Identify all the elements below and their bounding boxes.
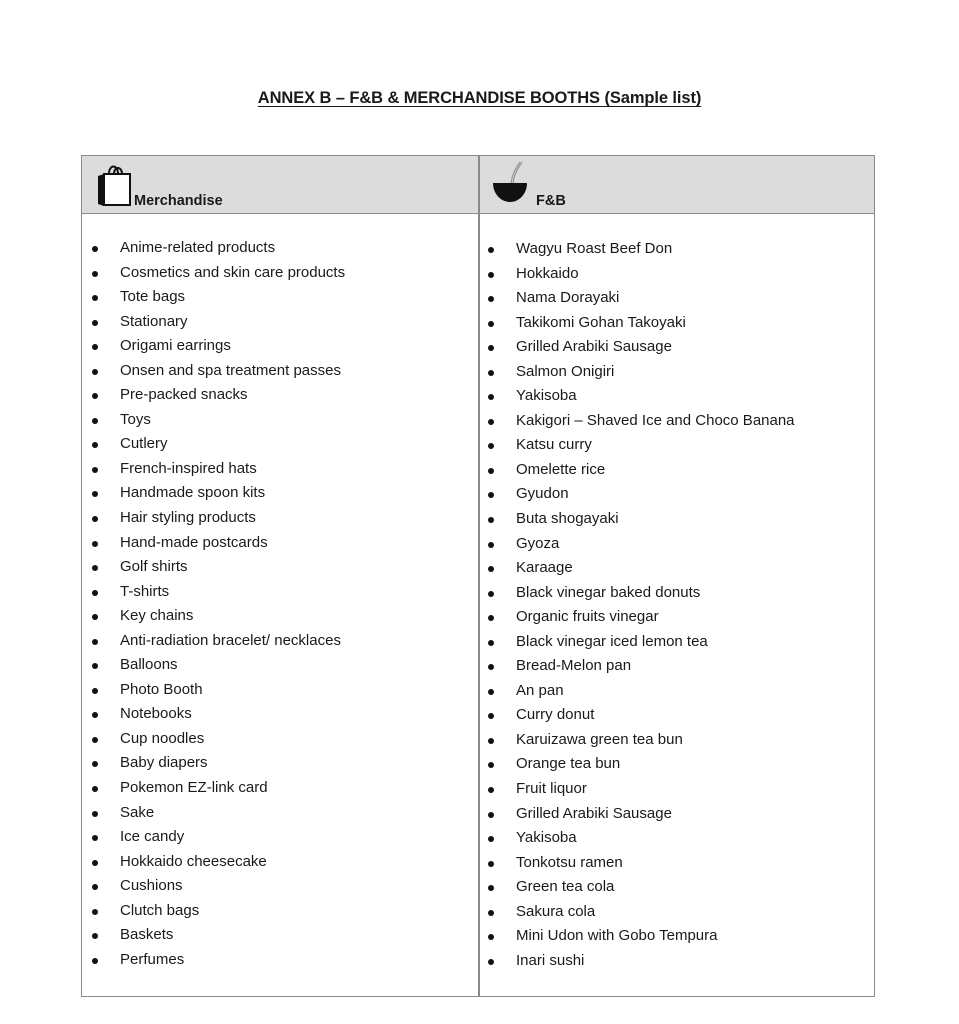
- list-item-text: Organic fruits vinegar: [516, 608, 659, 626]
- list-item: [90, 481, 345, 506]
- list-item: [90, 948, 345, 973]
- bullet-icon: [488, 640, 494, 646]
- bullet-icon: [92, 835, 98, 841]
- list-item-text: Balloons: [120, 656, 178, 674]
- bullet-icon: [488, 959, 494, 965]
- merchandise-header: [82, 156, 478, 214]
- list-item-text: Hand-made postcards: [120, 533, 268, 551]
- list-item: [90, 825, 345, 850]
- list-item: [486, 826, 795, 851]
- list-item: [486, 679, 795, 704]
- list-item-text: Cushions: [120, 877, 183, 895]
- list-item-text: Inari sushi: [516, 951, 585, 969]
- list-item: [486, 728, 795, 753]
- list-item: [486, 286, 795, 311]
- bullet-icon: [92, 786, 98, 792]
- list-item-text: An pan: [516, 681, 564, 699]
- list-item-text: Wagyu Roast Beef Don: [516, 240, 673, 257]
- list-item: [90, 383, 345, 408]
- list-item: [90, 236, 345, 261]
- list-item-text: Cutlery: [120, 435, 168, 453]
- list-item: [486, 433, 795, 458]
- page-title: ANNEX B – F&B & MERCHANDISE BOOTHS (Sample list): [257, 89, 702, 107]
- fnb-header-label: F&B: [536, 193, 566, 209]
- booths-table: [81, 155, 875, 997]
- list-item: [486, 630, 795, 655]
- bullet-icon: [92, 565, 98, 571]
- list-item: [486, 335, 795, 360]
- list-item-text: Golf shirts: [120, 558, 188, 576]
- list-item-text: Onsen and spa treatment passes: [120, 361, 341, 379]
- list-item: [486, 654, 795, 679]
- list-item: [486, 752, 795, 777]
- list-item: [90, 678, 345, 703]
- list-item-text: Mini Udon with Gobo Tempura: [516, 927, 718, 945]
- bullet-icon: [92, 663, 98, 669]
- list-item-text: French-inspired hats: [120, 459, 257, 477]
- list-item-text: Gyudon: [516, 485, 569, 503]
- bullet-icon: [92, 418, 98, 424]
- list-item: [90, 310, 345, 335]
- list-item-text: Pre-packed snacks: [120, 386, 248, 404]
- list-item: [486, 384, 795, 409]
- list-item-text: Tote bags: [120, 288, 186, 306]
- list-item: [90, 359, 345, 384]
- bullet-icon: [92, 369, 98, 375]
- bullet-icon: [92, 958, 98, 964]
- bullet-icon: [488, 468, 494, 474]
- list-item-text: Clutch bags: [120, 901, 200, 919]
- list-item: [90, 653, 345, 678]
- list-item-text: Karaage: [516, 559, 573, 577]
- list-item: [90, 506, 345, 531]
- bullet-icon: [92, 688, 98, 694]
- bullet-icon: [92, 639, 98, 645]
- list-item-text: Omelette rice: [516, 460, 606, 478]
- list-item: [90, 702, 345, 727]
- list-item-text: Hokkaido: [516, 264, 579, 282]
- bullet-icon: [92, 246, 98, 252]
- list-item: [486, 458, 795, 483]
- bullet-icon: [92, 614, 98, 620]
- list-item-text: Key chains: [120, 607, 194, 625]
- list-item-text: Black vinegar baked donuts: [516, 583, 701, 601]
- list-item-text: Takikomi Gohan Takoyaki: [516, 313, 686, 331]
- merchandise-list: [90, 236, 345, 972]
- bullet-icon: [488, 615, 494, 621]
- list-item-text: Orange tea bun: [516, 755, 621, 773]
- list-item: [486, 703, 795, 728]
- bullet-icon: [488, 762, 494, 768]
- list-item: [90, 285, 345, 310]
- list-item: [90, 899, 345, 924]
- list-item-text: Grilled Arabiki Sausage: [516, 804, 672, 822]
- list-item-text: Cup noodles: [120, 729, 205, 747]
- bullet-icon: [488, 394, 494, 400]
- bullet-icon: [488, 542, 494, 548]
- bullet-icon: [92, 737, 98, 743]
- list-item-text: Anime-related products: [120, 239, 276, 256]
- list-item-text: Cosmetics and skin care products: [120, 263, 346, 281]
- list-item: [486, 409, 795, 434]
- list-item: [486, 777, 795, 802]
- list-item-text: Handmade spoon kits: [120, 484, 266, 502]
- bullet-icon: [92, 344, 98, 350]
- bullet-icon: [92, 491, 98, 497]
- list-item: [90, 629, 345, 654]
- list-item: [486, 875, 795, 900]
- bullet-icon: [488, 934, 494, 940]
- list-item: [486, 262, 795, 287]
- bullet-icon: [92, 884, 98, 890]
- list-item: [90, 923, 345, 948]
- bullet-icon: [92, 761, 98, 767]
- list-item: [486, 851, 795, 876]
- list-item: [90, 850, 345, 875]
- bullet-icon: [92, 811, 98, 817]
- list-item: [90, 580, 345, 605]
- list-item-text: Curry donut: [516, 706, 595, 724]
- list-item: [90, 457, 345, 482]
- bullet-icon: [92, 712, 98, 718]
- bullet-icon: [92, 516, 98, 522]
- list-item-text: Yakisoba: [516, 387, 577, 405]
- list-item-text: Karuizawa green tea bun: [516, 730, 683, 748]
- bullet-icon: [488, 836, 494, 842]
- list-item-text: Grilled Arabiki Sausage: [516, 338, 672, 356]
- bullet-icon: [488, 787, 494, 793]
- column-divider: [478, 156, 480, 996]
- list-item-text: Perfumes: [120, 950, 185, 968]
- list-item-text: Baby diapers: [120, 754, 208, 772]
- list-item-text: Nama Dorayaki: [516, 289, 620, 307]
- list-item-text: Tonkotsu ramen: [516, 853, 623, 871]
- bullet-icon: [92, 320, 98, 326]
- list-item-text: Photo Booth: [120, 680, 203, 698]
- list-item: [486, 924, 795, 949]
- fnb-header: [479, 156, 875, 214]
- list-item-text: T-shirts: [120, 582, 170, 600]
- bullet-icon: [488, 910, 494, 916]
- list-item: [90, 874, 345, 899]
- list-item: [90, 751, 345, 776]
- bullet-icon: [488, 370, 494, 376]
- bullet-icon: [92, 271, 98, 277]
- bullet-icon: [92, 467, 98, 473]
- list-item-text: Black vinegar iced lemon tea: [516, 632, 708, 650]
- list-item: [486, 360, 795, 385]
- list-item: [486, 581, 795, 606]
- bullet-icon: [488, 566, 494, 572]
- list-item: [90, 801, 345, 826]
- bullet-icon: [488, 591, 494, 597]
- list-item-text: Green tea cola: [516, 878, 615, 896]
- list-item: [90, 531, 345, 556]
- bullet-icon: [92, 295, 98, 301]
- list-item: [90, 432, 345, 457]
- fnb-list: [486, 237, 795, 973]
- list-item-text: Buta shogayaki: [516, 510, 619, 528]
- bullet-icon: [488, 885, 494, 891]
- list-item-text: Gyoza: [516, 534, 560, 552]
- list-item-text: Notebooks: [120, 705, 192, 723]
- noodle-bowl-icon: [491, 160, 529, 204]
- bullet-icon: [92, 393, 98, 399]
- list-item-text: Hokkaido cheesecake: [120, 852, 267, 870]
- list-item-text: Baskets: [120, 926, 174, 944]
- list-item-text: Salmon Onigiri: [516, 362, 615, 380]
- list-item: [486, 532, 795, 557]
- list-item-text: Hair styling products: [120, 509, 256, 527]
- list-item-text: Anti-radiation bracelet/ necklaces: [120, 631, 341, 649]
- list-item: [90, 555, 345, 580]
- list-item: [486, 556, 795, 581]
- bullet-icon: [488, 664, 494, 670]
- bullet-icon: [92, 933, 98, 939]
- bullet-icon: [92, 541, 98, 547]
- list-item: [486, 507, 795, 532]
- list-item: [486, 900, 795, 925]
- bullet-icon: [488, 689, 494, 695]
- bullet-icon: [92, 442, 98, 448]
- list-item: [90, 776, 345, 801]
- bullet-icon: [92, 590, 98, 596]
- bullet-icon: [488, 419, 494, 425]
- list-item-text: Origami earrings: [120, 337, 231, 355]
- list-item: [90, 727, 345, 752]
- bullet-icon: [488, 861, 494, 867]
- list-item: [486, 802, 795, 827]
- list-item-text: Sakura cola: [516, 902, 596, 920]
- list-item-text: Bread-Melon pan: [516, 657, 632, 675]
- list-item-text: Pokemon EZ-link card: [120, 779, 268, 797]
- list-item-text: Kakigori – Shaved Ice and Choco Banana: [516, 411, 795, 429]
- list-item: [90, 261, 345, 286]
- list-item-text: Stationary: [120, 312, 188, 330]
- list-item: [90, 604, 345, 629]
- merchandise-header-label: Merchandise: [134, 193, 223, 209]
- list-item-text: Yakisoba: [516, 829, 577, 847]
- bullet-icon: [488, 345, 494, 351]
- list-item-text: Toys: [120, 410, 151, 428]
- list-item: [486, 311, 795, 336]
- bullet-icon: [488, 321, 494, 327]
- bullet-icon: [488, 492, 494, 498]
- list-item: [90, 408, 345, 433]
- bullet-icon: [488, 517, 494, 523]
- list-item: [486, 482, 795, 507]
- bullet-icon: [92, 860, 98, 866]
- list-item-text: Katsu curry: [516, 436, 592, 454]
- bullet-icon: [488, 443, 494, 449]
- bullet-icon: [488, 738, 494, 744]
- bullet-icon: [488, 713, 494, 719]
- bullet-icon: [92, 909, 98, 915]
- bullet-icon: [488, 272, 494, 278]
- shopping-bag-icon: [96, 160, 132, 206]
- list-item: [486, 605, 795, 630]
- bullet-icon: [488, 812, 494, 818]
- list-item-text: Fruit liquor: [516, 780, 587, 798]
- bullet-icon: [488, 247, 494, 253]
- list-item: [486, 949, 795, 974]
- bullet-icon: [488, 296, 494, 302]
- list-item-text: Ice candy: [120, 828, 185, 846]
- list-item: [486, 237, 795, 262]
- list-item: [90, 334, 345, 359]
- list-item-text: Sake: [120, 803, 155, 821]
